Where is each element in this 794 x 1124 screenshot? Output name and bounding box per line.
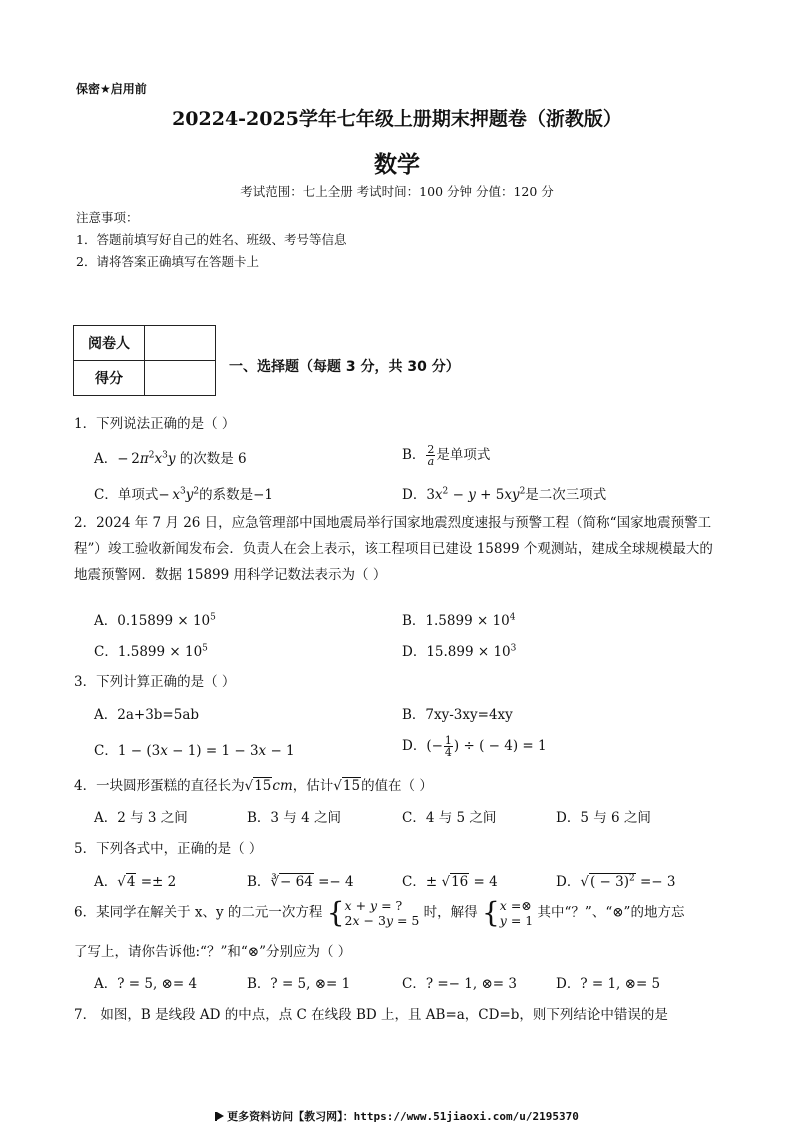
q5-a-label: A．	[94, 874, 118, 890]
q3-option-c: C．1 − (3x − 1) = 1 − 3x − 1	[94, 743, 295, 759]
q7-stem: 7． 如图，B 是线段 AD 的中点，点 C 在线段 BD 上，且 AB=a，CD=b，则下列结论中错误的是	[74, 1007, 668, 1023]
section-title: 一、选择题（每题 3 分，共 30 分）	[229, 359, 460, 375]
q2-d-label: D．	[402, 644, 427, 660]
q2-a-label: A．	[94, 613, 118, 629]
q6-stem	[74, 898, 684, 928]
q3-d-label: D．	[402, 738, 427, 754]
q4-option-b: B．3 与 4 之间	[247, 810, 341, 826]
q4-stem-pre: 4．一块圆形蛋糕的直径长为	[74, 778, 245, 794]
q5-option-c: C．± √16 = 4	[402, 874, 498, 890]
q1-stem: 1．下列说法正确的是（ ）	[74, 416, 236, 432]
q5-option-d: D．√( − 3)$^2$ =− 3	[556, 873, 676, 890]
q5-d-label: D．	[556, 874, 581, 890]
reviewer-cell	[145, 326, 216, 361]
reviewer-label: 阅卷人	[74, 326, 145, 361]
q3-option-b: B．7xy-3xy=4xy	[402, 707, 513, 723]
q6-option-a: A．? = 5, ⊗= 4	[94, 976, 198, 992]
q5-stem: 5．下列各式中，正确的是（ ）	[74, 841, 263, 857]
score-cell	[145, 361, 216, 396]
q6-stem-pre: 6．某同学在解关于 x、y 的二元一次方程	[74, 904, 323, 921]
score-label: 得分	[74, 361, 145, 396]
q2-option-d: D．$15.899 \times 10^3$	[402, 643, 517, 660]
footer	[0, 1108, 794, 1124]
q4-stem: 4．一块圆形蛋糕的直径长为√15cm，估计√15的值在（ ）	[74, 778, 433, 794]
q1-c-label: C．	[94, 487, 118, 503]
q3-c-label: C．	[94, 743, 118, 759]
q2-stem: 2．2024 年 7 月 26 日，应急管理部中国地震局举行国家地震烈度速报与预警工程（简称“国家地震预警工程”）竣工验收新闻发布会．负责人在会上表示，该工程项目已建设 15899 个观测站，建成全球规模最大的地震预警网．数据 15899 用科学记数法表示为（ ）	[74, 515, 713, 583]
q1-b-text: 是单项式	[436, 447, 491, 463]
q6-stem-line2: 了写上，请你告诉他:“？”和“⊗”分别应为（ ）	[74, 944, 352, 960]
q3-stem: 3．下列计算正确的是（ ）	[74, 674, 236, 690]
q1-c-text2: 的系数是−1	[199, 487, 273, 503]
q1-option-d: D．$3x^2 - y + 5xy^2$是二次三项式	[402, 486, 607, 503]
q5-b-label: B．	[247, 874, 271, 890]
q1-a-label: A．	[94, 451, 118, 467]
subject-title: 数学	[374, 152, 420, 178]
exam-info: 考试范围：七上全册 考试时间：100 分钟 分值：120 分	[240, 184, 554, 199]
q6-option-d: D．? = 1, ⊗= 5	[556, 976, 661, 992]
q6-equation-system: {x + y = ? 2x − 3y = 5	[326, 896, 420, 929]
q2-c-label: C．	[94, 644, 118, 660]
q4-stem-post: 的值在（ ）	[361, 778, 433, 794]
q6-stem-mid: 时，解得	[423, 904, 478, 921]
q1-d-label: D．	[402, 487, 427, 503]
q3-option-a: A．2a+3b=5ab	[94, 707, 200, 723]
q1-d-text: 是二次三项式	[525, 487, 607, 503]
flag-icon	[215, 1112, 224, 1121]
q1-c-text: 单项式	[117, 487, 159, 503]
q5-option-b: B．∛− 64 =− 4	[247, 874, 354, 890]
q1-option-a: A．− $2\pi^2x^3y$ 的次数是 6	[94, 450, 247, 467]
q1-b-label: B．	[402, 447, 426, 463]
confidential-label: 保密★启用前	[76, 82, 147, 96]
q4-option-a: A．2 与 3 之间	[94, 810, 188, 826]
q6-c-label: C．	[402, 976, 426, 992]
q6-solution-system: {x =⊗ y = 1	[481, 896, 534, 929]
q5-option-a: A．√4 =± 2	[94, 874, 177, 890]
q4-stem-mid: ，估计	[292, 778, 334, 794]
q6-stem-post: 其中“？”、“⊗”的地方忘	[537, 904, 685, 921]
q2-option-c: C．$1.5899 \times 10^5$	[94, 643, 208, 660]
exam-title: 20224-2025学年七年级上册期末押题卷（浙教版）	[172, 108, 622, 130]
q6-d-label: D．	[556, 976, 581, 992]
note-item-1: 1．答题前填写好自己的姓名、班级、考号等信息	[76, 232, 347, 247]
q2-option-a: A．$0.15899 \times 10^5$	[94, 612, 216, 629]
q5-c-label: C．	[402, 874, 426, 890]
q3-option-d: D．(− $\frac{1}{4}$ ) ÷ ( − 4) = 1	[402, 734, 547, 759]
q1-option-b: B． $\frac{2}{a}$ 是单项式	[402, 443, 491, 468]
notes-heading: 注意事项：	[76, 210, 139, 225]
q4-option-c: C．4 与 5 之间	[402, 810, 497, 826]
q6-option-c: C．? =− 1, ⊗= 3	[402, 976, 517, 992]
footer-text[interactable]: 更多资料访问【教习网】：https://www.51jiaoxi.com/u/2195370	[227, 1110, 579, 1123]
q2-b-label: B．	[402, 613, 426, 629]
q6-b-label: B．	[247, 976, 271, 992]
q4-option-d: D．5 与 6 之间	[556, 810, 651, 826]
q2-option-b: B．$1.5899 \times 10^4$	[402, 612, 516, 629]
note-item-2: 2．请将答案正确填写在答题卡上	[76, 254, 259, 269]
score-table	[73, 325, 216, 396]
q6-option-b: B．? = 5, ⊗= 1	[247, 976, 351, 992]
q1-option-c: C．单项式− $x^3y^2$的系数是−1	[94, 486, 273, 503]
q1-a-text: 的次数是 6	[179, 451, 247, 467]
q6-a-label: A．	[94, 976, 118, 992]
